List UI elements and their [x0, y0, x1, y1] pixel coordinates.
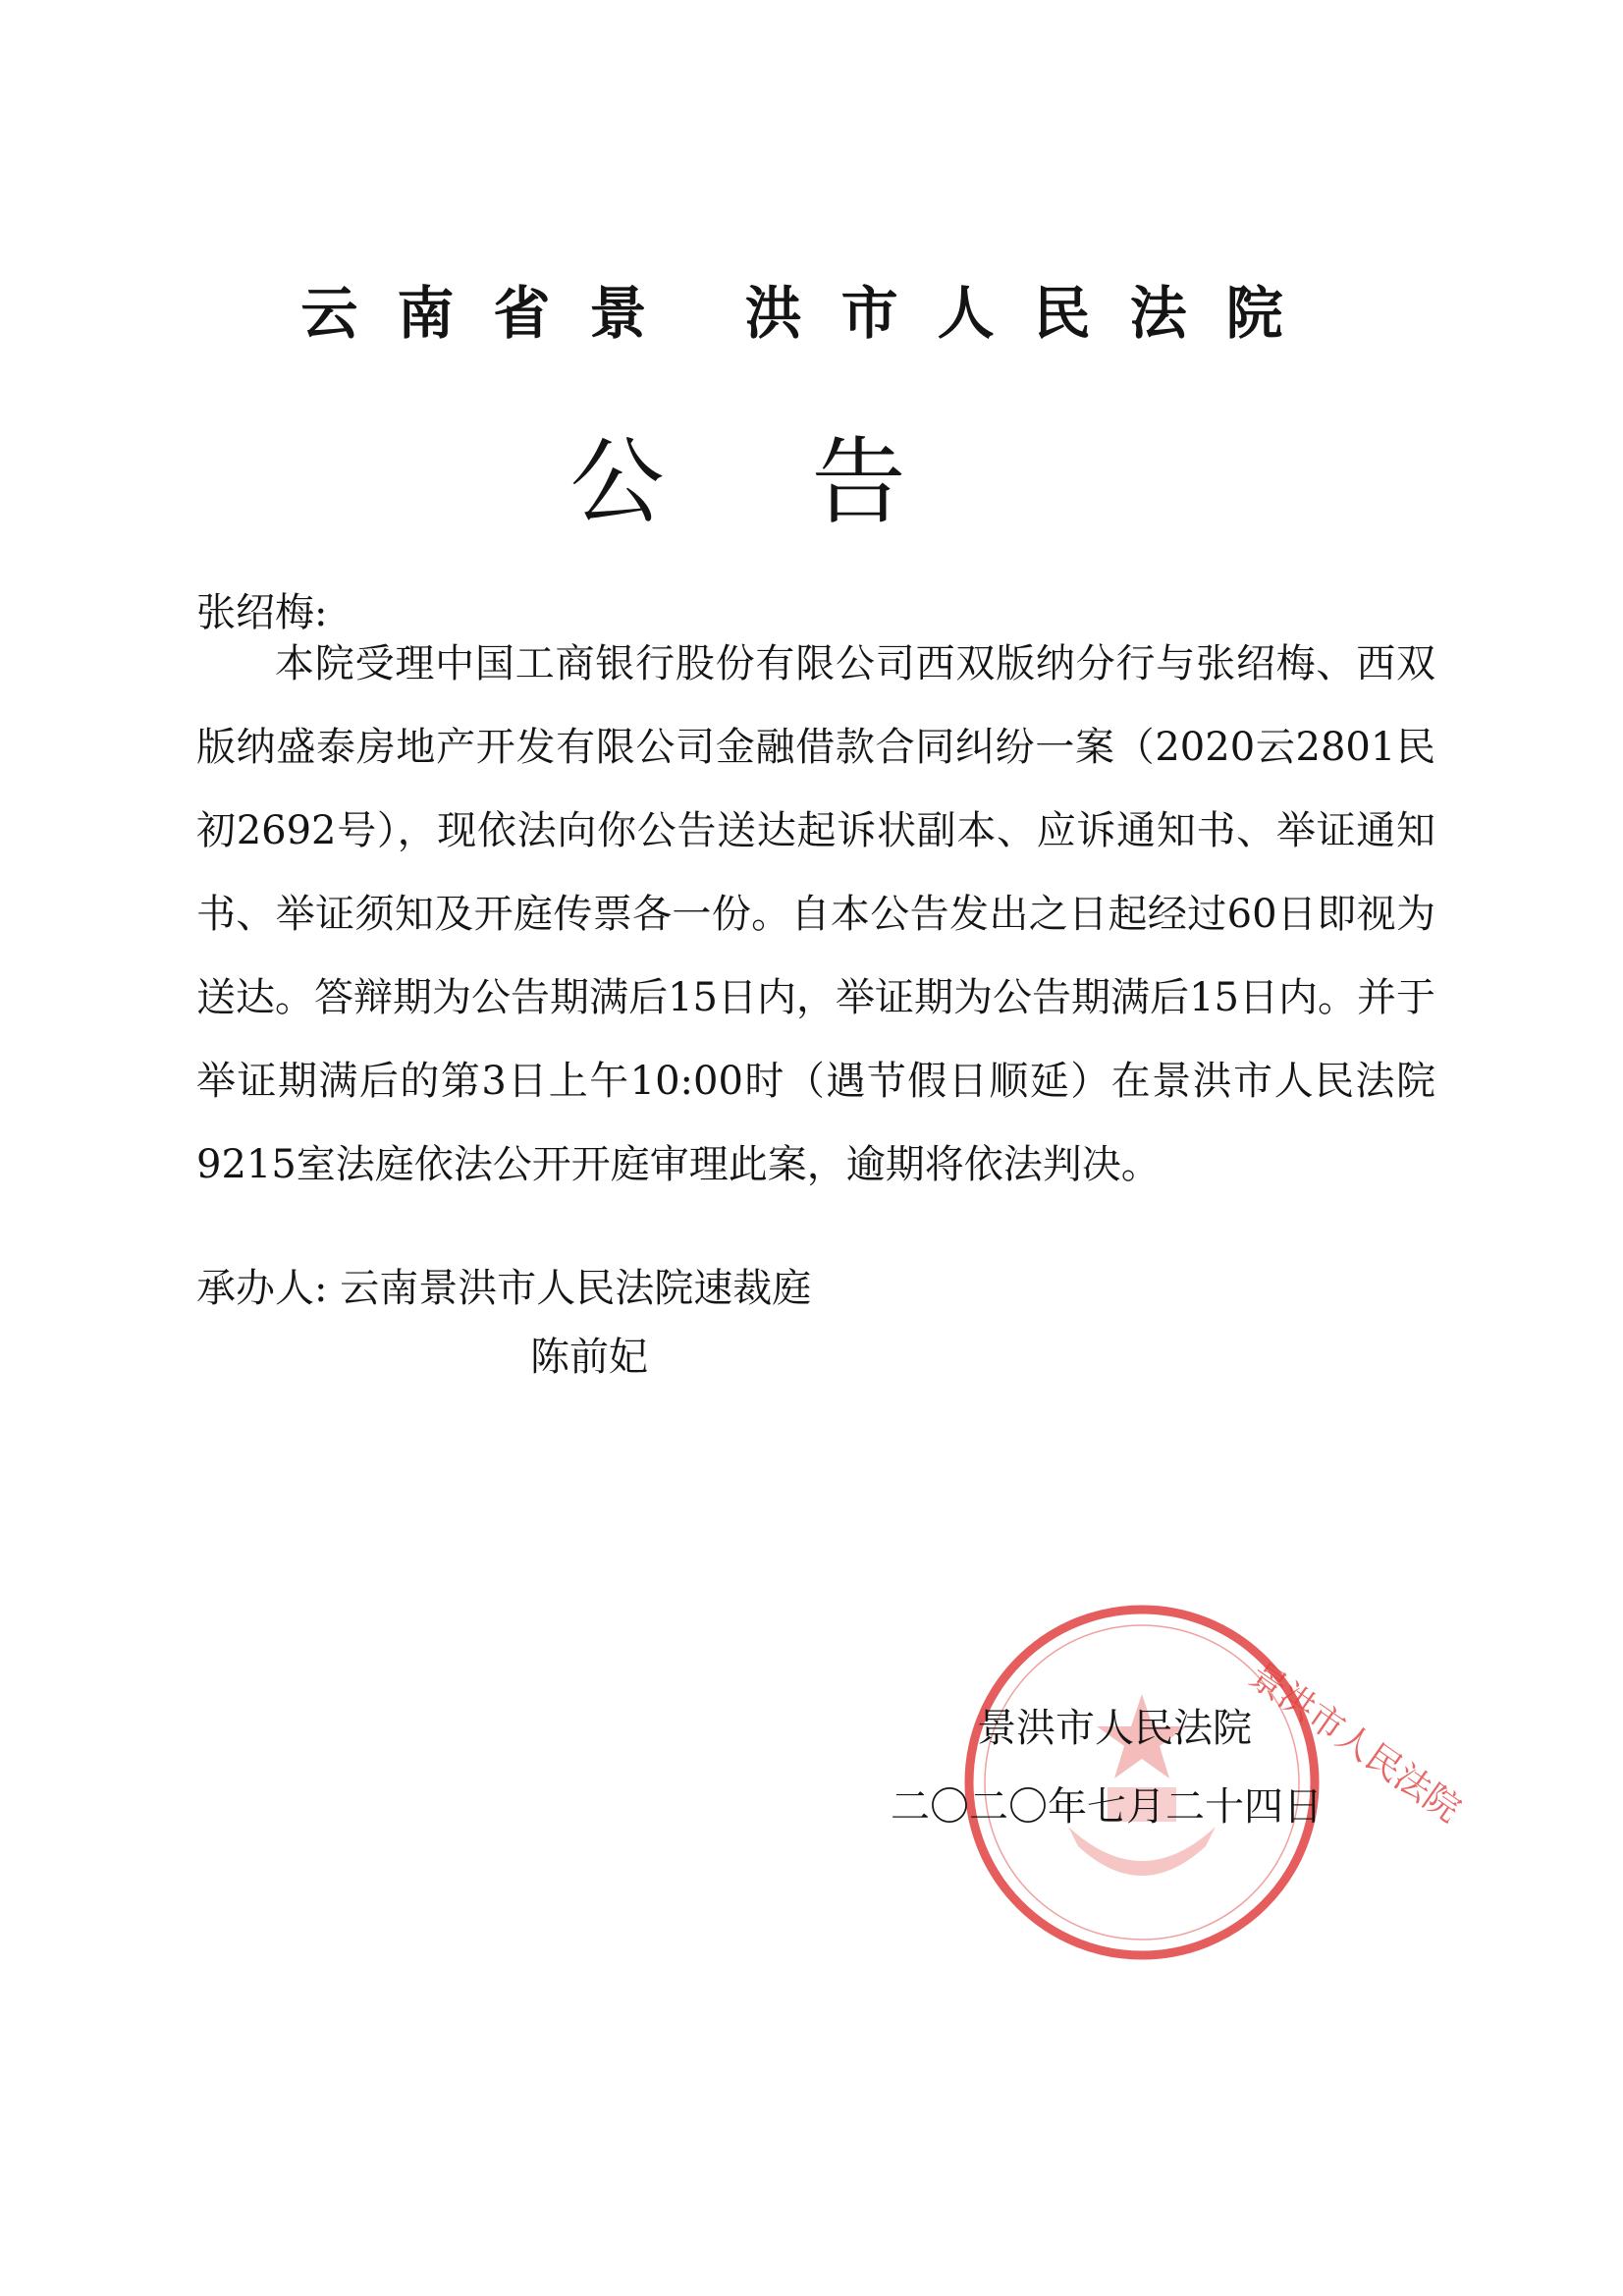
- addressee: 张绍梅:: [196, 590, 328, 635]
- signing-court: 景洪市人民法院: [977, 1706, 1252, 1751]
- seal-text: 景洪市人民法院: [1241, 1655, 1468, 1831]
- notice-title: 公告: [569, 427, 1054, 537]
- signing-date: 二〇二〇年七月二十四日: [891, 1784, 1323, 1830]
- notice-body-paragraph: 本院受理中国工商银行股份有限公司西双版纳分行与张绍梅、西双版纳盛泰房地产开发有限公司金融借款合同纠纷一案（2020云2801民初2692号），现依法向你公告送达起诉状副本、应诉通知书、举证通知书、举证须知及开庭传票各一份。自本公告发出之日起经过60日即视为送达。答辩期为公告期满后15日内，举证期为公告期满后15日内。并于举证期满后的第3日上午10:00时（遇节假日顺延）在景洪市人民法院9215室法庭依法公开开庭审理此案，逾期将依法判决。: [196, 641, 1435, 1187]
- court-name-heading: 云南省景 洪市人民法院: [300, 280, 1323, 347]
- handler-line: 承办人: 云南景洪市人民法院速裁庭: [196, 1266, 812, 1311]
- handler-name: 陈前妃: [530, 1335, 648, 1380]
